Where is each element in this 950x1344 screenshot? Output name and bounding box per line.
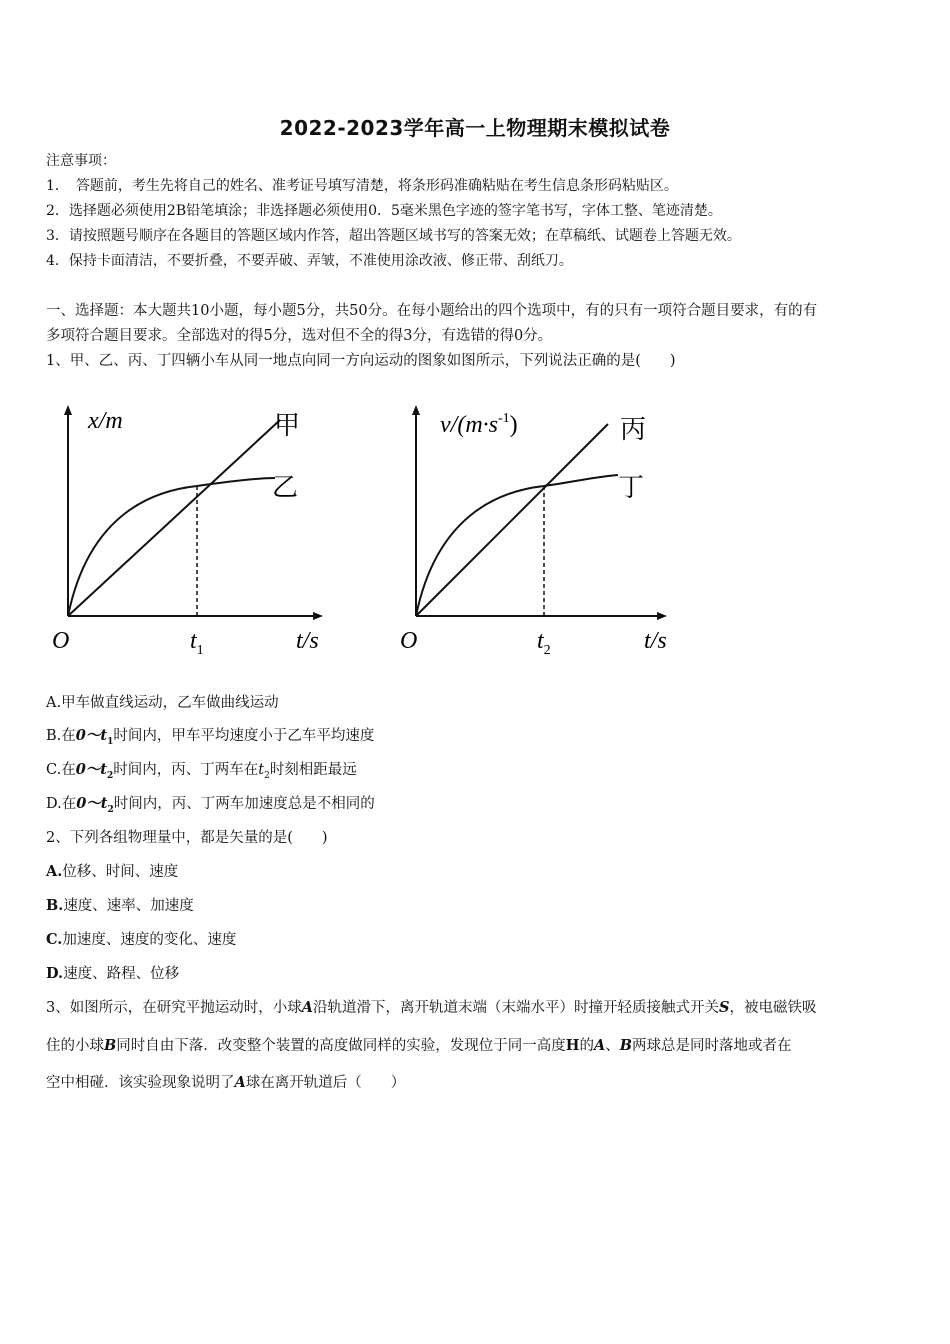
q2-option-a[interactable]: A.位移、时间、速度 (46, 863, 179, 880)
y-axis-label: x/m (88, 408, 123, 434)
notice-item-1: 1． 答题前，考生先将自己的姓名、准考证号填写清楚，将条形码准确粘贴在考生信息条形码粘贴区。 (46, 178, 678, 194)
q1-option-a[interactable]: A.甲车做直线运动，乙车做曲线运动 (46, 695, 279, 711)
q1-option-b[interactable]: B.在$0\sim t_1$时间内，甲车平均速度小于乙车平均速度 (46, 727, 375, 747)
y-axis-label: $v/(m\cdot s^{-1})$ (440, 411, 518, 438)
line-jia (68, 420, 280, 616)
line-bing (416, 424, 608, 616)
notice-item-2: 2．选择题必须使用2B铅笔填涂；非选择题必须使用0．5毫米黑色字迹的签字笔书写，字体工整、笔迹清楚。 (46, 203, 722, 219)
origin-label: O (400, 628, 418, 654)
label-yi: 乙 (272, 473, 299, 502)
origin-label: O (52, 628, 70, 654)
notice-item-4: 4．保持卡面清洁，不要折叠，不要弄破、弄皱，不准使用涂改液、修正带、刮纸刀。 (46, 253, 573, 269)
label-ding: 丁 (618, 473, 645, 502)
x-axis-label: t/s (296, 628, 319, 654)
q2-option-b[interactable]: B.速度、速率、加速度 (46, 897, 194, 914)
x-axis-label: t/s (644, 628, 667, 654)
notice-heading: 注意事项： (46, 153, 116, 169)
q2-option-d[interactable]: D.速度、路程、位移 (46, 965, 180, 982)
question-1-stem: 1、甲、乙、丙、丁四辆小车从同一地点向同一方向运动的图象如图所示，下列说法正确的是( ) (46, 353, 676, 369)
t1-label: $t_1$ (190, 628, 204, 658)
exam-title: 2022-2023学年高一上物理期末模拟试卷 (279, 116, 671, 140)
curve-yi (68, 478, 275, 616)
section-intro-line-1: 一、选择题：本大题共10小题，每小题5分，共50分。在每小题给出的四个选项中，有的只有一项符合题目要求，有的有 (46, 303, 818, 319)
t2-label: $t_2$ (537, 628, 551, 658)
notice-item-3: 3．请按照题号顺序在各题目的答题区域内作答，超出答题区域书写的答案无效；在草稿纸、试题卷上答题无效。 (46, 228, 741, 244)
q1-option-d[interactable]: D.在$0\sim t_2$时间内，丙、丁两车加速度总是不相同的 (46, 795, 375, 815)
question-2-stem: 2、下列各组物理量中，都是矢量的是( ) (46, 830, 328, 846)
section-intro-line-2: 多项符合题目要求。全部选对的得5分，选对但不全的得3分，有选错的得0分。 (46, 328, 553, 344)
q2-option-c[interactable]: C.加速度、速度的变化、速度 (46, 931, 237, 948)
question-3-line-1: 3、如图所示，在研究平抛运动时，小球A沿轨道滑下，离开轨道末端（末端水平）时撞开轻质接触式开关S，被电磁铁吸 (46, 999, 817, 1016)
q1-option-c[interactable]: C.在$0\sim t_2$时间内，丙、丁两车在$t_2$时刻相距最远 (46, 761, 357, 781)
label-bing: 丙 (620, 415, 647, 444)
curve-ding (416, 475, 618, 616)
question-3-line-3: 空中相碰．该实验现象说明了A球在离开轨道后（ ） (46, 1074, 406, 1091)
label-jia: 甲 (274, 411, 301, 440)
graph-x-t (40, 398, 340, 663)
graph-v-t (388, 398, 688, 663)
question-3-line-2: 住的小球B同时自由下落．改变整个装置的高度做同样的实验，发现位于同一高度H的A、B两球总是同时落地或者在 (46, 1037, 792, 1054)
